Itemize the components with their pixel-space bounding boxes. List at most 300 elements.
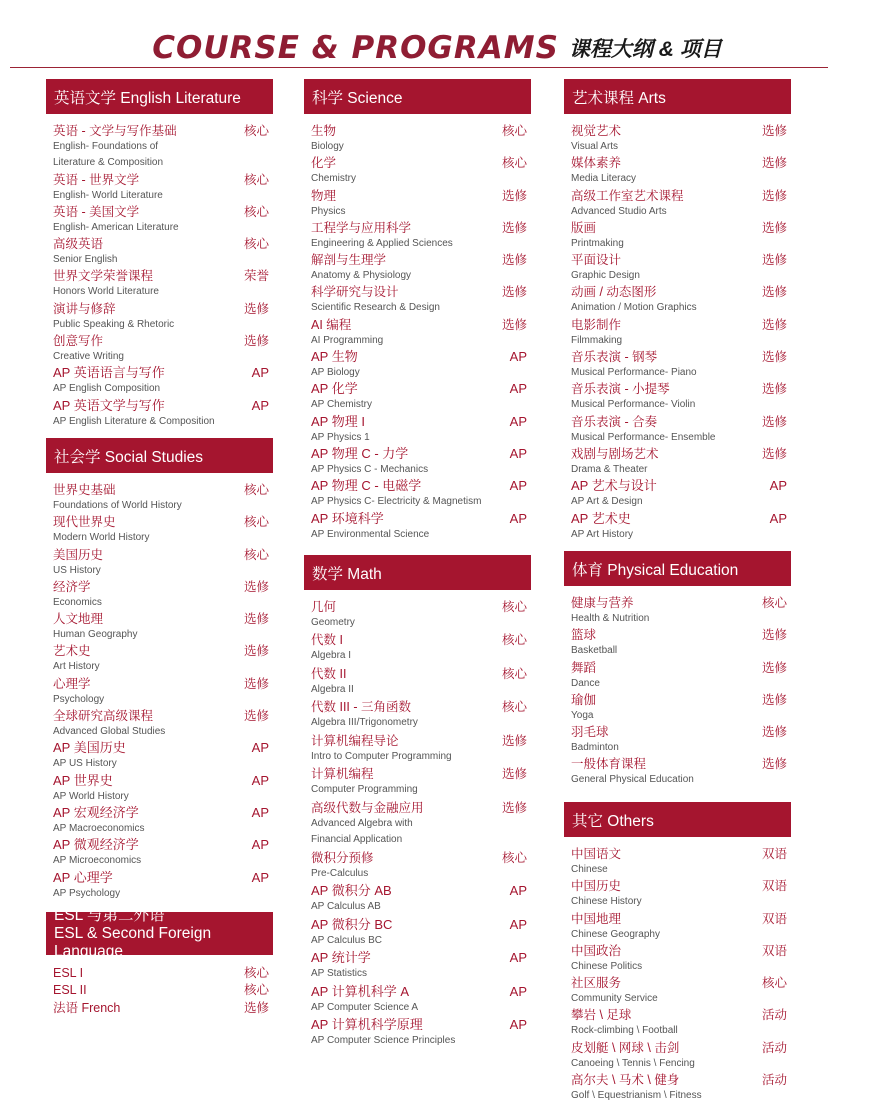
course-title-row [311,478,529,494]
course-name-cn: 版画 [571,220,597,235]
course-name-en: Algebra I [311,650,352,662]
course-title-row [311,917,529,933]
course-name-cn: AP 化学 [311,381,358,397]
course-title-row [53,773,271,789]
course-name-en: Advanced Global Studies [53,726,166,738]
course-type-tag: AP [509,349,527,365]
course-name-en: AP Computer Science A [311,1001,419,1013]
course-name-en: Basketball [571,645,618,657]
course-item [571,911,789,943]
course-name-cn: 英语 - 文学与写作基础 [53,124,177,138]
course-name-en: AP Biology [311,367,360,379]
course-item [53,643,271,675]
course-title-row [571,220,789,236]
course-type-tag: 选修 [761,220,787,235]
section-math [304,555,531,1051]
course-item [571,123,789,155]
course-name-cn: 代数 III - 三角函数 [311,700,412,715]
course-type-tag: 核心 [243,172,269,187]
course-name-en: Engineering & Applied Sciences [311,237,453,249]
course-name-en: English- American Literature [53,221,179,233]
course-title-row [311,699,529,715]
course-name-en: Rock-climbing \ Football [571,1025,678,1037]
course-type-tag: AP [251,772,269,788]
course-list [564,837,791,1104]
course-title-row [53,708,271,724]
course-title-row [571,756,789,772]
course-name-cn: 一般体育课程 [571,757,647,772]
course-list [46,473,273,902]
course-type-tag: 选修 [501,220,527,235]
course-title-row [311,666,529,682]
course-name-cn: 代数 I [311,633,343,648]
course-name-en: Advanced Algebra with [311,817,413,829]
course-name-cn: 平面设计 [571,253,622,268]
course-title-row [53,333,271,349]
course-title-row [571,252,789,268]
course-name-en: Advanced Studio Arts [571,205,667,217]
course-name-cn: 代数 II [311,666,347,681]
course-type-tag: 荣誉 [243,269,269,284]
course-name-cn: 电影制作 [571,317,622,332]
course-title-row [571,911,789,927]
course-item [53,964,271,982]
course-item [571,381,789,413]
course-name-cn: 微积分预修 [311,850,374,865]
course-type-tag: 活动 [761,1040,787,1055]
course-name-en: AP Art & Design [571,496,643,508]
course-type-tag: AP [509,510,527,526]
course-name-en: Graphic Design [571,270,640,282]
course-name-cn: 高尔夫 \ 马术 \ 健身 [571,1073,680,1088]
course-item [53,773,271,805]
course-item [53,708,271,740]
course-type-tag: AP [769,478,787,494]
course-name-en: Canoeing \ Tennis \ Fencing [571,1057,695,1069]
course-name-en: AP US History [53,758,117,770]
course-item [571,627,789,659]
course-type-tag: 选修 [761,628,787,643]
course-title-row [311,850,529,866]
course-item [571,595,789,627]
course-item [571,1072,789,1104]
course-type-tag: 核心 [243,204,269,219]
course-name-en: Community Service [571,993,658,1005]
course-item [311,188,529,220]
course-title-row [571,123,789,139]
course-type-tag: 选修 [761,660,787,675]
section-header-line1: ESL 与第二外语 [54,906,165,924]
course-name-en: Honors World Literature [53,286,159,298]
course-type-tag: 核心 [243,124,269,138]
course-item [311,317,529,349]
course-title-row [311,252,529,268]
course-name-cn: 化学 [311,156,337,171]
course-type-tag: 选修 [761,253,787,268]
course-name-cn: AP 物理 C - 电磁学 [311,478,422,494]
title-divider [10,67,828,68]
course-type-tag: 选修 [501,317,527,332]
course-type-tag: 选修 [761,285,787,300]
course-title-row [571,1007,789,1023]
course-name-cn: 计算机编程 [311,767,374,782]
course-item [571,155,789,187]
course-type-tag: AP [251,869,269,885]
course-item [571,756,789,788]
course-item [53,870,271,902]
course-name-en: English- Foundations of [53,141,159,152]
course-type-tag: 核心 [501,156,527,171]
course-name-cn: 演讲与修辞 [53,301,116,316]
course-name-en: Scientific Research & Design [311,302,440,314]
course-item [53,204,271,236]
course-name-cn: AP 计算机科学 A [311,983,410,999]
course-name-en: Modern World History [53,532,150,544]
course-title-row [571,155,789,171]
course-name-cn: AP 美国历史 [53,740,126,756]
course-item [311,478,529,510]
course-item [53,676,271,708]
section-header: 艺术课程 Arts [564,79,791,114]
course-name-cn: 高级代数与金融应用 [311,800,424,815]
course-title-row [53,301,271,317]
course-name-cn: AP 统计学 [311,950,371,966]
course-name-en: AP Environmental Science [311,528,430,540]
course-name-en: Intro to Computer Programming [311,750,452,762]
course-item [53,982,271,1000]
course-name-en: AP Physics C- Electricity & Magnetism [311,496,482,508]
course-name-cn: AP 物理 C - 力学 [311,445,409,461]
course-title-row [311,123,529,139]
course-type-tag: 选修 [501,800,527,815]
course-type-tag: 核心 [501,633,527,648]
course-list [46,955,273,1017]
course-item [53,837,271,869]
course-name-en: Pre-Calculus [311,867,369,879]
course-name-cn: 世界史基础 [53,483,116,497]
course-item [571,446,789,478]
course-title-row [53,999,271,1017]
course-item [311,950,529,982]
course-type-tag: 双语 [761,847,787,861]
course-name-cn: 几何 [311,600,337,614]
course-name-en: Musical Performance- Piano [571,367,697,379]
course-name-en: AP Psychology [53,887,121,899]
course-title-row [53,398,271,414]
section-physical-education [564,551,791,789]
course-name-cn: 媒体素养 [571,156,622,171]
course-name-en: Chinese Geography [571,928,660,940]
course-name-cn: 英语 - 美国文学 [53,204,140,219]
course-type-tag: 选修 [761,188,787,203]
course-name-cn: AP 艺术与设计 [571,478,657,494]
course-item [53,579,271,611]
course-name-en: AP Calculus BC [311,934,382,946]
course-name-en: Chinese [571,864,608,875]
course-item [53,365,271,397]
course-name-en: Computer Programming [311,784,418,796]
course-name-cn: 工程学与应用科学 [311,220,412,235]
course-item [311,666,529,698]
course-title-row [571,381,789,397]
course-title-row [571,478,789,494]
course-item [53,172,271,204]
course-name-cn: 科学研究与设计 [311,285,399,300]
course-title-row [311,155,529,171]
course-type-tag: AP [509,983,527,999]
course-name-cn: AP 英语文学与写作 [53,397,165,413]
course-title-row [53,805,271,821]
course-item [53,514,271,546]
course-title-row [311,317,529,333]
course-item [571,975,789,1007]
course-title-row [311,599,529,615]
course-name-en: Chinese History [571,896,642,908]
course-title-row [571,595,789,611]
course-list [46,114,273,430]
course-type-tag: 选修 [501,285,527,300]
course-item [571,943,789,975]
course-title-row [53,123,271,139]
course-title-row [53,514,271,530]
course-item [311,414,529,446]
course-type-tag: 选修 [761,692,787,707]
course-type-tag: 选修 [243,301,269,316]
course-name-cn: 世界文学荣誉课程 [53,269,154,284]
course-item [53,999,271,1017]
course-title-row [311,220,529,236]
course-type-tag: 选修 [761,382,787,397]
course-item [571,660,789,692]
course-name-cn: 中国地理 [571,911,622,926]
course-title-row [571,975,789,991]
course-title-row [53,964,271,982]
course-name-en: AP Statistics [311,968,367,980]
course-item [53,333,271,365]
course-list [304,590,531,1049]
course-name-en: General Physical Education [571,774,694,786]
course-type-tag: AP [509,1017,527,1033]
course-type-tag: 选修 [243,579,269,594]
course-title-row [571,349,789,365]
section-arts [564,79,791,543]
course-name-cn: 高级工作室艺术课程 [571,188,684,203]
course-item [571,478,789,510]
course-type-tag: AP [509,413,527,429]
section-social-studies [46,438,273,902]
course-name-cn: AP 微观经济学 [53,837,139,853]
section-science [304,79,531,543]
course-title-row [311,733,529,749]
course-title-row [311,1017,529,1033]
course-item [53,123,271,172]
page-title [0,22,874,68]
course-name-cn: AP 环境科学 [311,510,384,526]
course-title-row [53,365,271,381]
course-title-row [53,982,271,1000]
section-others [564,802,791,1104]
course-name-cn: AP 生物 [311,349,358,365]
course-title-row [53,236,271,252]
course-name-en: Algebra II [311,683,354,695]
course-item [571,724,789,756]
course-type-tag: AP [509,916,527,932]
course-item [311,984,529,1016]
course-name-en: Art History [53,661,100,673]
course-name-cn: ESL II [53,983,87,998]
course-title-row [311,446,529,462]
section-esl [46,906,273,1017]
course-name-cn: 艺术史 [53,644,91,659]
course-type-tag: 核心 [243,237,269,252]
course-name-en: AP Calculus AB [311,901,381,913]
section-english-literature [46,79,273,430]
course-name-cn: 中国历史 [571,879,622,894]
course-name-en: AP Art History [571,528,634,540]
course-name-cn: 法语 French [53,1000,121,1015]
course-title-row [311,381,529,397]
course-title-row [53,268,271,284]
course-title-row [571,724,789,740]
section-header [46,906,273,960]
course-title-row [311,284,529,300]
course-name-en: Anatomy & Physiology [311,270,412,282]
course-name-cn: 视觉艺术 [571,124,622,138]
course-title-row [571,1072,789,1088]
course-type-tag: 选修 [243,676,269,691]
course-item [311,252,529,284]
course-type-tag: 选修 [501,767,527,782]
course-name-en: Financial Application [311,834,403,846]
course-type-tag: 选修 [501,253,527,268]
course-name-en: AP Chemistry [311,399,372,411]
course-name-en: AP World History [53,790,129,802]
course-type-tag: 选修 [761,757,787,772]
course-title-row [53,482,271,498]
course-type-tag: 选修 [761,725,787,740]
course-title-row [571,317,789,333]
course-item [53,611,271,643]
course-type-tag: AP [509,950,527,966]
course-title-row [311,800,529,816]
course-name-cn: ESL I [53,965,84,980]
course-name-en: US History [53,564,101,576]
course-item [311,599,529,631]
course-name-cn: 音乐表演 - 小提琴 [571,382,670,397]
course-title-row [53,870,271,886]
course-item [311,733,529,765]
course-title-row [53,172,271,188]
course-name-cn: 瑜伽 [571,692,597,707]
course-name-en: AP Microeconomics [53,855,142,867]
course-name-en: Human Geography [53,629,138,641]
course-item [311,381,529,413]
course-name-cn: AP 微积分 BC [311,916,393,932]
course-type-tag: 选修 [243,334,269,349]
course-type-tag: 活动 [761,1008,787,1023]
course-title-row [311,188,529,204]
course-item [53,398,271,430]
course-title-row [571,692,789,708]
course-type-tag: 选修 [243,644,269,659]
course-name-cn: AP 英语语言与写作 [53,365,165,381]
course-name-cn: AP 艺术史 [571,510,631,526]
course-item [571,692,789,724]
course-item [571,414,789,446]
course-name-en: Economics [53,596,102,608]
course-name-en: AP Macroeconomics [53,822,145,834]
course-name-en: English- World Literature [53,189,163,201]
section-header: 科学 Science [304,79,531,114]
course-type-tag: AP [251,804,269,820]
course-name-cn: 中国语文 [571,847,622,861]
course-title-row [53,579,271,595]
course-title-row [53,740,271,756]
course-name-cn: 解剖与生理学 [311,253,387,268]
course-type-tag: 选修 [243,1000,269,1015]
course-title-row [311,349,529,365]
course-title-row [571,511,789,527]
course-name-en: Musical Performance- Violin [571,399,696,411]
course-name-cn: 羽毛球 [571,725,609,740]
course-type-tag: 选修 [761,156,787,171]
course-list [564,586,791,789]
course-name-en: Biology [311,141,344,152]
course-title-row [571,446,789,462]
course-name-cn: 攀岩 \ 足球 [571,1008,632,1023]
course-title-row [571,943,789,959]
course-type-tag: 活动 [761,1073,787,1088]
course-type-tag: AP [251,837,269,853]
course-item [311,446,529,478]
course-item [311,284,529,316]
course-name-en: AP English Literature & Composition [53,415,215,427]
course-item [571,1040,789,1072]
course-type-tag: 选修 [761,124,787,138]
course-type-tag: 核心 [761,976,787,991]
section-header: 社会学 Social Studies [46,438,273,473]
course-item [571,220,789,252]
course-item [311,699,529,731]
course-item [571,188,789,220]
course-title-row [311,766,529,782]
course-type-tag: 选修 [761,350,787,365]
course-item [311,349,529,381]
course-name-cn: 创意写作 [53,334,104,349]
course-name-cn: 人文地理 [53,612,104,627]
course-item [53,482,271,514]
course-name-en: AI Programming [311,334,384,346]
course-item [311,850,529,882]
section-header-line2: ESL & Second Foreign Language [54,924,212,960]
course-type-tag: 选修 [501,733,527,748]
course-type-tag: 核心 [501,600,527,614]
course-type-tag: AP [251,397,269,413]
course-name-en: Animation / Motion Graphics [571,302,697,314]
course-name-en: Dance [571,677,600,689]
course-item [311,917,529,949]
course-name-en: Foundations of World History [53,500,182,511]
course-name-cn: AP 宏观经济学 [53,804,139,820]
course-name-cn: AI 编程 [311,317,352,332]
course-name-en: Printmaking [571,237,624,249]
course-title-row [571,414,789,430]
course-title-row [53,611,271,627]
course-name-en: Geometry [311,617,355,628]
course-type-tag: 选修 [243,709,269,724]
course-name-cn: AP 微积分 AB [311,883,392,899]
course-type-tag: AP [509,883,527,899]
